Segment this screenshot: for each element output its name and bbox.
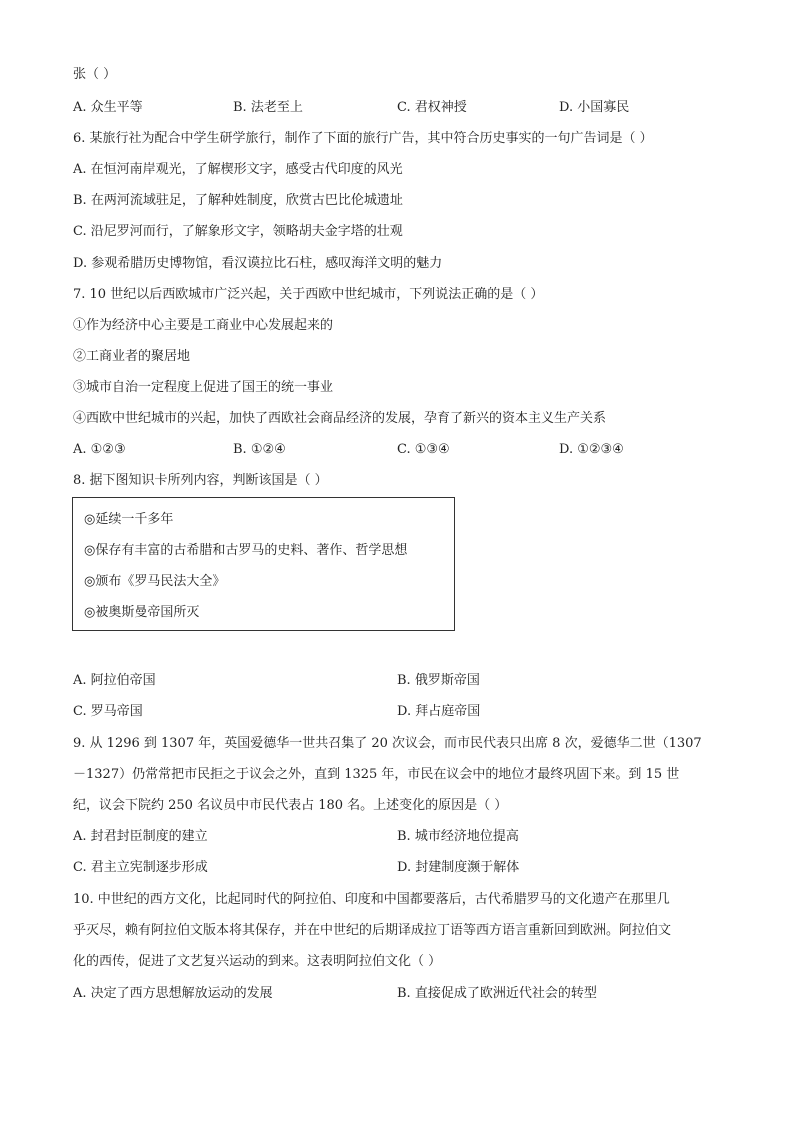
q10-option-a: A. 决定了西方思想解放运动的发展 <box>73 986 273 1001</box>
q7-option-d: D. ①②③④ <box>559 442 624 457</box>
q8-option-b: B. 俄罗斯帝国 <box>397 673 480 688</box>
q9-stem-line-1: 9. 从 1296 到 1307 年，英国爱德华一世共召集了 20 次议会，而市民代表只出席 8 次，爱德华二世（1307 <box>73 736 702 751</box>
knowledge-card <box>72 497 455 631</box>
q7-stem: 7. 10 世纪以后西欧城市广泛兴起，关于西欧中世纪城市，下列说法正确的是（ ） <box>73 287 544 302</box>
q6-option-c: C. 沿尼罗河而行，了解象形文字，领略胡夫金字塔的壮观 <box>73 224 403 239</box>
q5-stem-tail: 张（ ） <box>73 67 117 82</box>
q10-stem-line-2: 乎灭尽，赖有阿拉伯文版本将其保存，并在中世纪的后期译成拉丁语等西方语言重新回到欧洲。阿拉伯文 <box>73 923 672 938</box>
q5-option-c: C. 君权神授 <box>397 100 467 115</box>
q7-statement-2: ②工商业者的聚居地 <box>73 349 191 364</box>
q7-option-c: C. ①③④ <box>397 442 450 457</box>
q8-stem: 8. 据下图知识卡所列内容，判断该国是（ ） <box>73 473 328 488</box>
q7-option-a: A. ①②③ <box>73 442 126 457</box>
q10-stem-line-1: 10. 中世纪的西方文化，比起同时代的阿拉伯、印度和中国都要落后，古代希腊罗马的文化遗产在那里几 <box>73 892 670 907</box>
q9-stem-line-2: －1327）仍常常把市民拒之于议会之外，直到 1325 年，市民在议会中的地位才最终巩固下来。到 15 世 <box>73 767 680 782</box>
q8-option-c: C. 罗马帝国 <box>73 704 143 719</box>
knowledge-card-item: ◎保存有丰富的古希腊和古罗马的史料、著作、哲学思想 <box>84 543 408 558</box>
q7-statement-4: ④西欧中世纪城市的兴起，加快了西欧社会商品经济的发展，孕育了新兴的资本主义生产关系 <box>73 411 607 426</box>
q6-stem: 6. 某旅行社为配合中学生研学旅行，制作了下面的旅行广告，其中符合历史事实的一句广告词是（ ） <box>73 131 653 146</box>
q8-option-d: D. 拜占庭帝国 <box>397 704 481 719</box>
q10-option-b: B. 直接促成了欧洲近代社会的转型 <box>397 986 597 1001</box>
q9-option-b: B. 城市经济地位提高 <box>397 829 519 844</box>
q9-stem-line-3: 纪，议会下院约 250 名议员中市民代表占 180 名。上述变化的原因是（ ） <box>73 798 508 813</box>
q5-option-d: D. 小国寡民 <box>559 100 630 115</box>
q9-option-c: C. 君主立宪制逐步形成 <box>73 860 208 875</box>
q9-option-d: D. 封建制度濒于解体 <box>397 860 520 875</box>
knowledge-card-item: ◎延续一千多年 <box>84 512 174 527</box>
knowledge-card-item: ◎颁布《罗马民法大全》 <box>84 574 226 589</box>
knowledge-card-item: ◎被奥斯曼帝国所灭 <box>84 605 200 620</box>
q5-option-a: A. 众生平等 <box>73 100 143 115</box>
q7-option-b: B. ①②④ <box>233 442 286 457</box>
q7-statement-1: ①作为经济中心主要是工商业中心发展起来的 <box>73 318 334 333</box>
q8-option-a: A. 阿拉伯帝国 <box>73 673 156 688</box>
q6-option-a: A. 在恒河南岸观光，了解楔形文字，感受古代印度的风光 <box>73 162 403 177</box>
q6-option-b: B. 在两河流域驻足，了解种姓制度，欣赏古巴比伦城遗址 <box>73 193 403 208</box>
q5-option-b: B. 法老至上 <box>233 100 303 115</box>
q9-option-a: A. 封君封臣制度的建立 <box>73 829 208 844</box>
q10-stem-line-3: 化的西传，促进了文艺复兴运动的到来。这表明阿拉伯文化（ ） <box>73 954 442 969</box>
q7-statement-3: ③城市自治一定程度上促进了国王的统一事业 <box>73 380 334 395</box>
q6-option-d: D. 参观希腊历史博物馆，看汉谟拉比石柱，感叹海洋文明的魅力 <box>73 256 443 271</box>
